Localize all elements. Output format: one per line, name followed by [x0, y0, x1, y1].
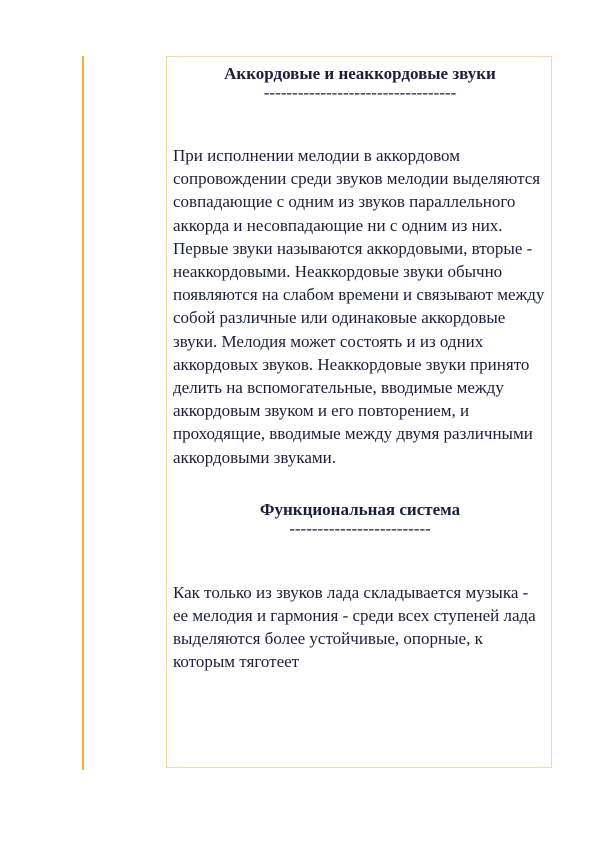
- section-title-chord-tones: Аккордовые и неаккордовые звуки: [224, 64, 496, 83]
- content-box: [166, 56, 552, 768]
- paragraph-chord-tones: При исполнении мелодии в аккордовом сопровождении среди звуков мелодии выделяются совпадающие с одним из звуков параллельного аккорда и несовпадающие ни с одним из них. Первые звуки называются аккордовыми, вторые - неаккордовыми. Неаккордовые звуки обычно появляются на слабом времени и связывают между собой различные или одинаковые аккордовые звуки. Мелодия может состоять и из одних аккордовых звуков. Неаккордовые звуки принято делить на вспомогательные, вводимые между аккордовым звуком и его повторением, и проходящие, вводимые между двумя различными аккордовыми звуками.: [173, 146, 545, 467]
- section-title-functional-system: Функциональная система: [259, 499, 461, 519]
- paragraph-functional-system: Как только из звуков лада складывается музыка - ее мелодия и гармония - среди всех ступеней лада выделяются более устойчивые, опорные, к которым тяготеет: [173, 582, 536, 672]
- section-separator-2: -------------------------: [289, 518, 431, 538]
- left-margin-rule: [82, 56, 84, 770]
- section-separator-1: ----------------------------------: [263, 83, 457, 102]
